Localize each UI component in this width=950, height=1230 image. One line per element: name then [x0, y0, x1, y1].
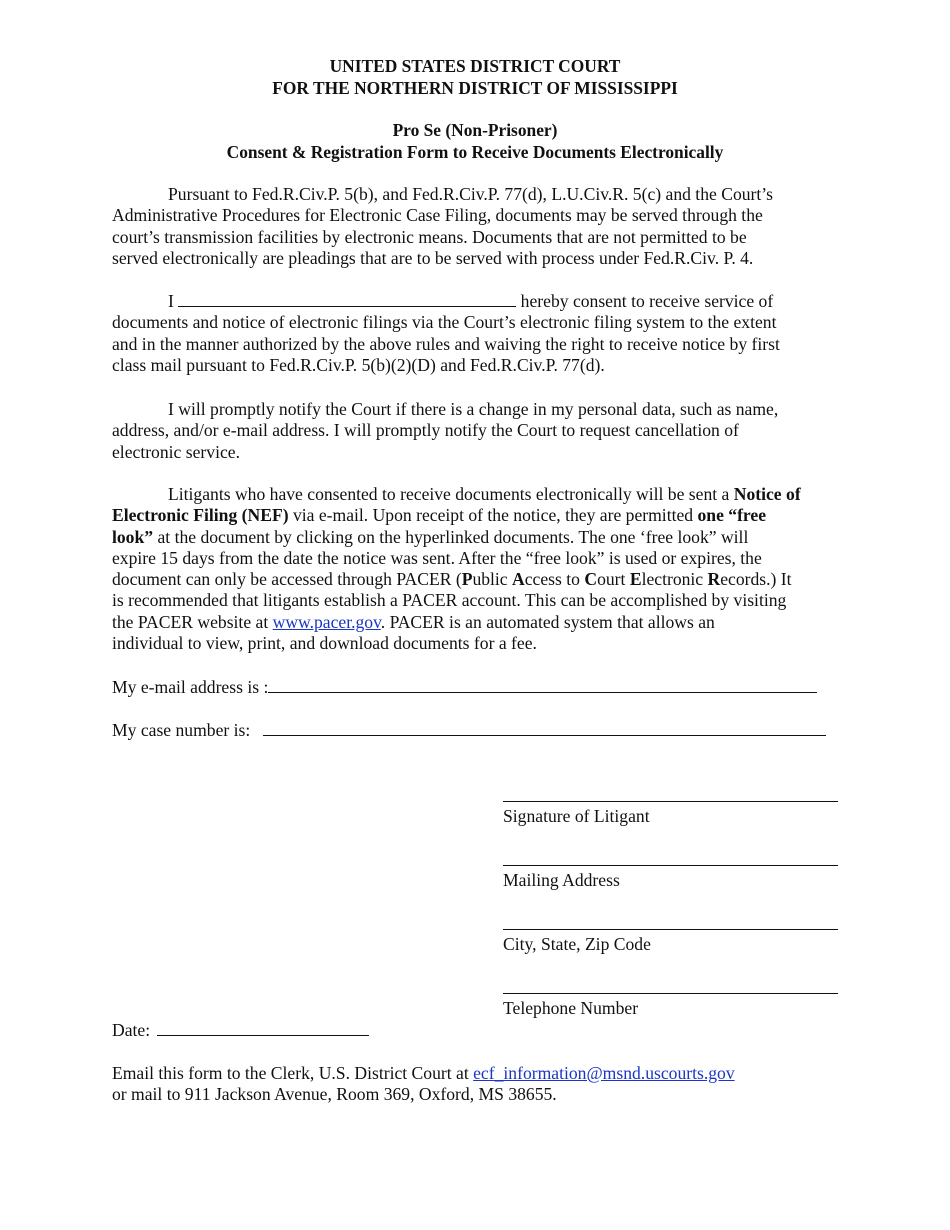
date-row [112, 1020, 369, 1041]
pacer-link[interactable]: www.pacer.gov [272, 611, 381, 632]
case-number-row [112, 720, 826, 741]
case-number-label: My case number is: [112, 720, 251, 740]
signature-line[interactable] [503, 801, 838, 802]
court-district: FOR THE NORTHERN DISTRICT OF MISSISSIPPI [272, 77, 678, 98]
court-header [0, 56, 950, 99]
paragraph-consent: I hereby consent to receive service of documents and notice of electronic filings via the Court’s electronic filing system to the extent and in the manner authorized by the above rules and waiving the right to receive notice by first class mail pursuant to Fed.R.Civ.P. 5(b)(2)(D) and Fed.R.Civ.P. 77(d). [112, 291, 780, 375]
paragraph-nef: Litigants who have consented to receive documents electronically will be sent a Notice of Electronic Filing (NEF) via e-mail. Upon receipt of the notice, they are permitted one “free look” at the document by clicking on the hyperlinked documents. The one ‘free look” will expire 15 days from the date the notice was sent. After the “free look” is used or expires, the document can only be accessed through PACER (Public Access to Court Electronic Records.) It is recommended that litigants establish a PACER account. This can be accomplished by visiting the PACER website at www.pacer.gov. PACER is an automated system that allows an individual to view, print, and download documents for a fee. [112, 484, 801, 654]
form-title-line1: Pro Se (Non-Prisoner) [392, 120, 558, 140]
form-title [0, 120, 950, 163]
email-field-row [112, 677, 817, 698]
case-number-input-line[interactable] [263, 720, 826, 736]
mailing-address-line[interactable] [503, 865, 838, 866]
email-input-line[interactable] [268, 677, 817, 693]
form-title-line2: Consent & Registration Form to Receive Documents Electronically [226, 141, 724, 162]
paragraph-notify: I will promptly notify the Court if there is a change in my personal data, such as name, address, and/or e-mail address. I will promptly notify the Court to request cancellation of electronic service. [112, 399, 779, 462]
signature-caption: Signature of Litigant [503, 806, 650, 826]
mailing-address-caption: Mailing Address [503, 870, 620, 890]
city-state-zip-line[interactable] [503, 929, 838, 930]
date-label: Date: [112, 1020, 151, 1040]
footer-instructions: Email this form to the Clerk, U.S. District Court at ecf_information@msnd.uscourts.gov or mail to 911 Jackson Avenue, Room 369, Oxford, MS 38655. [112, 1063, 735, 1105]
litigant-name-field[interactable] [178, 291, 516, 307]
email-label: My e-mail address is : [112, 677, 269, 697]
city-state-zip-caption: City, State, Zip Code [503, 934, 651, 954]
telephone-line[interactable] [503, 993, 838, 994]
telephone-caption: Telephone Number [503, 998, 639, 1018]
paragraph-authority: Pursuant to Fed.R.Civ.P. 5(b), and Fed.R.Civ.P. 77(d), L.U.Civ.R. 5(c) and the Court’s Administrative Procedures for Electronic Case Filing, documents may be served through the court’s transmission facilities by electronic means. Documents that are not permitted to be served electronically are pleadings that are to be served with process under Fed.R.Civ. P. 4. [112, 184, 774, 268]
court-name: UNITED STATES DISTRICT COURT [329, 56, 621, 76]
clerk-email-link[interactable]: ecf_information@msnd.uscourts.gov [473, 1063, 735, 1083]
date-input-line[interactable] [157, 1020, 369, 1036]
